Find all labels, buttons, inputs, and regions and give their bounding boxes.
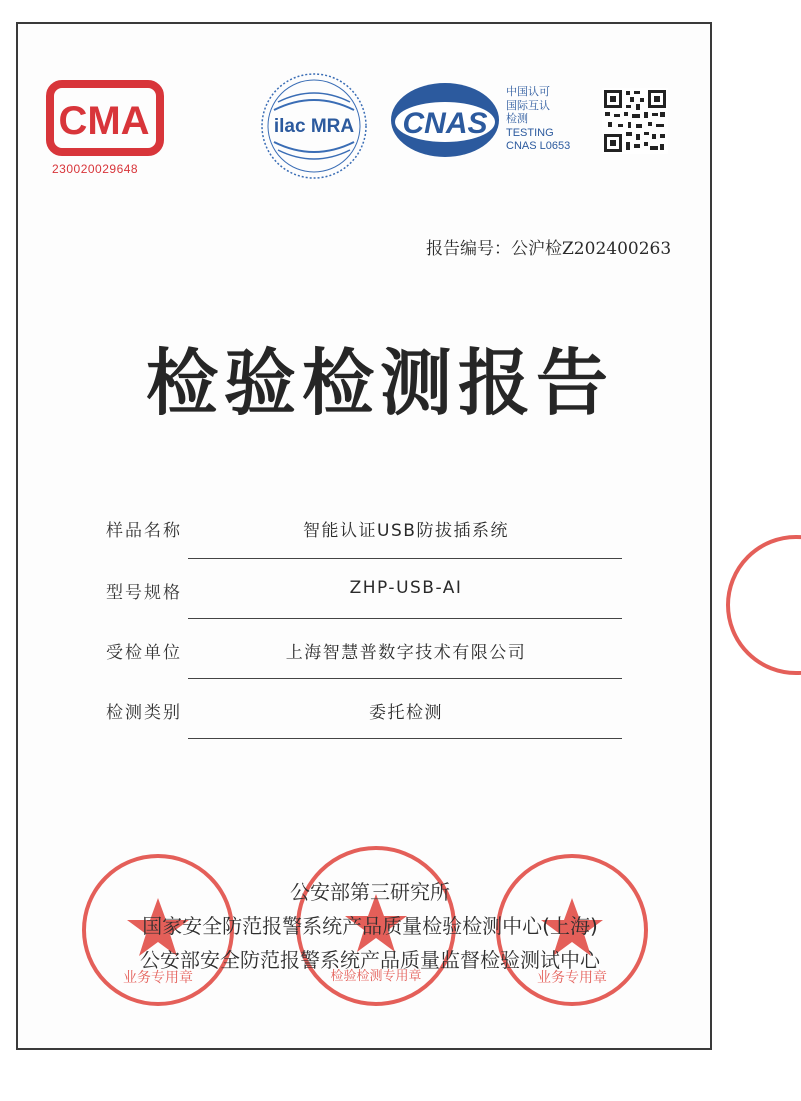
cnas-line: TESTING (506, 126, 554, 139)
field-value-sample-name: 智能认证USB防拔插系统 (303, 521, 509, 541)
field-label-sample-name: 样品名称 (106, 521, 182, 541)
field-underline (188, 558, 622, 559)
field-underline (188, 738, 622, 739)
field-value-model: ZHP-USB-AI (349, 578, 463, 598)
seal-right-text: 业务专用章 (537, 970, 607, 986)
cnas-line: CNAS L0653 (506, 140, 571, 152)
cnas-accreditation-text (506, 86, 570, 154)
ilac-mra-logo (258, 70, 370, 182)
issuer-line-3: 公安部安全防范报警系统产品质量监督检验测试中心 (140, 948, 600, 972)
cma-logo-text: CMA (58, 99, 150, 143)
seal-center-text: 检验检测专用章 (330, 969, 422, 984)
issuer-line-2: 国家安全防范报警系统产品质量检验检测中心(上海) (142, 914, 598, 938)
cnas-line: 中国认可 (506, 86, 550, 98)
cnas-logo-text: CNAS (402, 107, 488, 140)
qr-code-icon[interactable] (602, 88, 668, 154)
issuer-line-1: 公安部第三研究所 (290, 880, 450, 904)
report-title: 检验检测报告 (145, 341, 614, 425)
ilac-logo-text: ilac MRA (273, 116, 355, 137)
cnas-line: 国际互认 (506, 99, 550, 112)
seal-left-text: 业务专用章 (123, 970, 193, 986)
field-underline (188, 678, 622, 679)
cnas-line: 检测 (506, 113, 528, 125)
seal-edge-partial (716, 530, 801, 680)
field-value-category: 委托检测 (369, 703, 443, 723)
cma-number: 230020029648 (52, 162, 139, 176)
report-number: 报告编号：公沪检Z202400263 (426, 239, 672, 259)
field-label-category: 检测类别 (106, 703, 182, 723)
cnas-logo (388, 80, 502, 160)
field-label-client: 受检单位 (106, 643, 182, 663)
field-label-model: 型号规格 (106, 583, 182, 603)
cma-logo (44, 78, 164, 158)
field-underline (188, 618, 622, 619)
field-value-client: 上海智慧普数字技术有限公司 (285, 643, 527, 663)
